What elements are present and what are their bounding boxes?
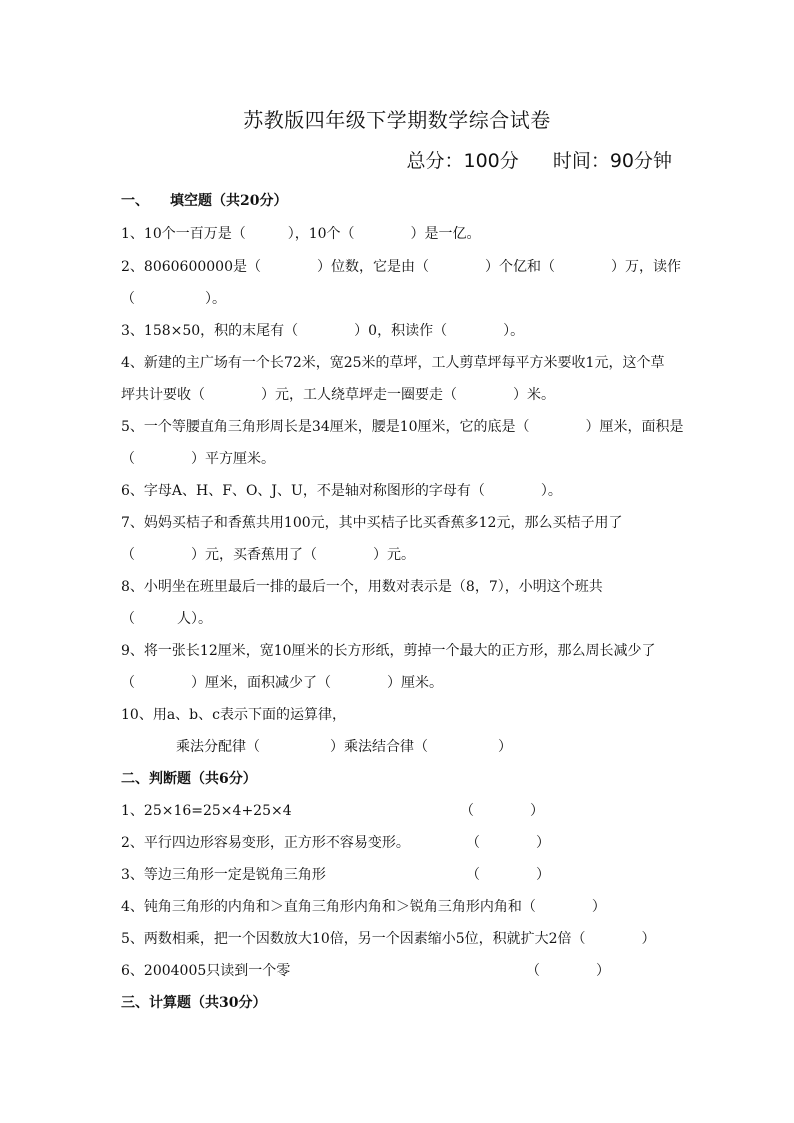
question-1-10-cont: 乘法分配律（ ）乘法结合律（ ） xyxy=(176,739,512,755)
question-2-3: 3、等边三角形一定是锐角三角形 xyxy=(121,867,326,883)
question-1-8: 8、小明坐在班里最后一排的最后一个，用数对表示是（8，7），小明这个班共 xyxy=(121,579,603,595)
question-1-9: 9、将一张长12厘米，宽10厘米的长方形纸，剪掉一个最大的正方形，那么周长减少了 xyxy=(121,643,656,659)
question-1-1: 1、10个一百万是（ ），10个（ ）是一亿。 xyxy=(121,226,481,242)
question-1-2-cont: （ ）。 xyxy=(121,291,226,307)
question-1-6: 6、字母A、H、F、O、J、U，不是轴对称图形的字母有（ ）。 xyxy=(121,483,562,499)
question-2-1: 1、25×16=25×4+25×4 xyxy=(121,803,292,819)
section-true-false-heading: 二、判断题（共6分） xyxy=(121,771,257,787)
question-1-5-cont: （ ）平方厘米。 xyxy=(121,451,275,467)
section-calculation-heading: 三、计算题（共30分） xyxy=(121,995,267,1011)
question-1-4: 4、新建的主广场有一个长72米，宽25米的草坪，工人剪草坪每平方米要收1元，这个草 xyxy=(121,355,665,371)
question-1-2: 2、8060600000是（ ）位数，它是由（ ）个亿和（ ）万，读作 xyxy=(121,259,681,275)
total-score: 总分：100分 xyxy=(406,150,519,172)
answer-paren-2-6: （ ） xyxy=(526,963,610,979)
question-2-4: 4、钝角三角形的内角和＞直角三角形内角和＞锐角三角形内角和（ ） xyxy=(121,899,606,915)
exam-title: 苏教版四年级下学期数学综合试卷 xyxy=(243,108,551,132)
question-1-10: 10、用a、b、c表示下面的运算律， xyxy=(121,707,346,723)
exam-time: 时间：90分钟 xyxy=(552,150,672,172)
answer-paren-2-3: （ ） xyxy=(466,867,550,883)
question-2-6: 6、2004005只读到一个零 xyxy=(121,963,291,979)
question-2-2: 2、平行四边形容易变形，正方形不容易变形。 xyxy=(121,835,410,851)
question-1-5: 5、一个等腰直角三角形周长是34厘米，腰是10厘米，它的底是（ ）厘米，面积是 xyxy=(121,419,684,435)
section-fill-blank-heading: 一、 填空题（共20分） xyxy=(121,193,288,209)
score-time-line xyxy=(407,146,673,173)
question-1-3: 3、158×50，积的末尾有（ ）0，积读作（ ）。 xyxy=(121,323,525,339)
question-1-8-cont: （ 人）。 xyxy=(121,611,212,627)
question-1-9-cont: （ ）厘米，面积减少了（ ）厘米。 xyxy=(121,675,443,691)
answer-paren-2-2: （ ） xyxy=(466,835,550,851)
answer-paren-2-1: （ ） xyxy=(460,803,544,819)
question-1-4-cont: 坪共计要收（ ）元，工人绕草坪走一圈要走（ ）米。 xyxy=(121,387,555,403)
question-1-7-cont: （ ）元，买香蕉用了（ ）元。 xyxy=(121,547,415,563)
question-1-7: 7、妈妈买桔子和香蕉共用100元，其中买桔子比买香蕉多12元，那么买桔子用了 xyxy=(121,515,623,531)
question-2-5: 5、两数相乘，把一个因数放大10倍，另一个因素缩小5位，积就扩大2倍（ ） xyxy=(121,931,656,947)
